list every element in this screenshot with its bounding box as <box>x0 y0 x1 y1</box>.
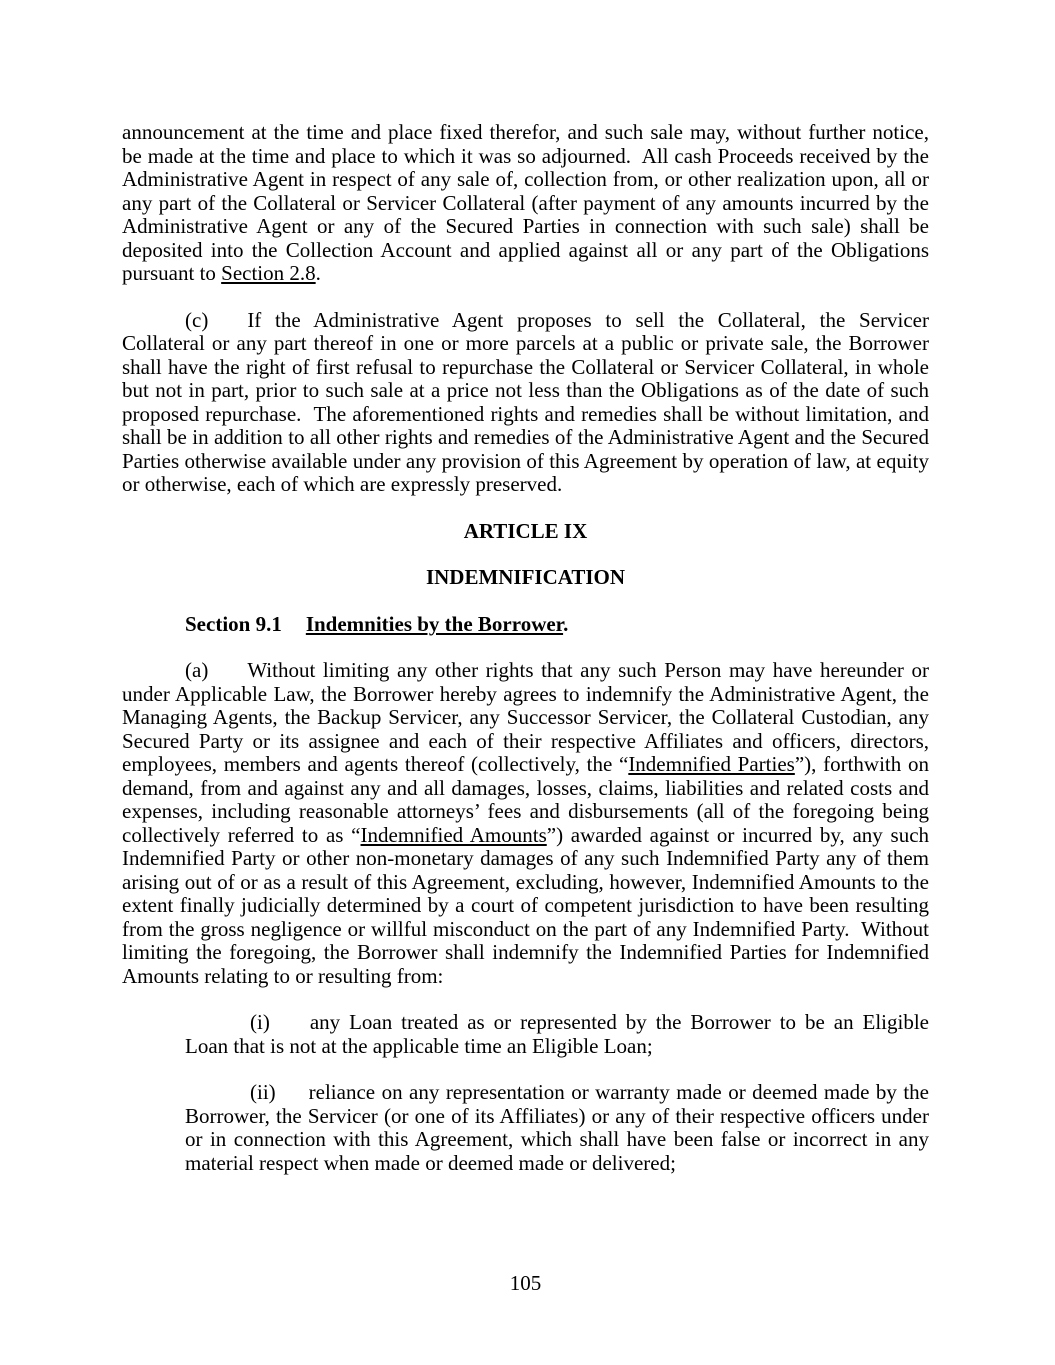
paragraph-label: (c) <box>185 307 209 332</box>
article-heading: ARTICLE IX <box>463 518 588 543</box>
paragraph-text: If the Administrative Agent proposes to sell the Collateral, the Servicer Collateral or any part thereof in one or more parcels at a public or private sale, the Borrower shall have the right of first refusal to repurchase the Collateral or Servicer Collateral, in whole but not in part, prior to such sale at a price not less than the Obligations as of the date of such proposed repurchase. The aforementioned rights and remedies shall be without limitation, and shall be in addition to all other rights and remedies of the Administrative Agent and the Secured Parties otherwise available under any provision of this Agreement by operation of law, at equity or otherwise, each of which are expressly preserved. <box>122 307 929 496</box>
paragraph-c <box>122 309 929 497</box>
paragraph-label: (a) <box>185 658 209 682</box>
tab-spacer <box>276 1098 309 1099</box>
paragraph-text: . <box>315 261 321 285</box>
page-number: 105 <box>509 1271 542 1295</box>
list-item-i <box>185 1011 929 1058</box>
list-item-ii <box>185 1081 929 1175</box>
paragraph-text: ”), forthwith on demand, from and against any and all damages, losses, claims, liabilities and related costs and expenses, including reasonable attorneys’ fees and disbursements (all of the foregoing being collectively referred to as “ <box>122 752 929 847</box>
paragraph-text: announcement at the time and place fixed therefor, and such sale may, without further notice, be made at the time and place to which it was so adjourned. All cash Proceeds received by the Administrative Agent in respect of any sale of, collection from, or other realization upon, all or any part of the Collateral or Servicer Collateral (after payment of any amounts incurred by the Administrative Agent or any of the Secured Parties in connection with such sale) shall be deposited into the Collection Account and applied against all or any part of the Obligations pursuant to <box>122 120 929 285</box>
defined-term-indemnified-amounts: Indemnified Amounts <box>360 822 547 847</box>
tab-spacer <box>282 630 306 631</box>
section-title: Indemnities by the Borrower <box>305 611 564 636</box>
tab-spacer <box>270 1028 310 1029</box>
list-item-text: reliance on any representation or warranty made or deemed made by the Borrower, the Servicer (or one of its Affiliates) or any of their respective officers under or in connection with this Agreement, which shall have been false or incorrect in any material respect when made or deemed made or delivered; <box>185 1080 929 1175</box>
paragraph-text: Without limiting any other rights that any such Person may have hereunder or under Applicable Law, the Borrower hereby agrees to indemnify the Administrative Agent, the Managing Agents, the Backup Servicer, any Successor Servicer, the Collateral Custodian, any Secured Party or its assignee and each of their respective Affiliates and officers, directors, employees, members and agents thereof (collectively, the “ <box>122 658 929 776</box>
tab-spacer <box>208 326 247 327</box>
continuation-paragraph <box>122 121 929 286</box>
paragraph-text: ”) awarded against or incurred by, any such Indemnified Party or other non-monetary damages of any such Indemnified Party any of them arising out of or as a result of this Agreement, excluding, however, Indemnified Amounts to the extent finally judicially determined by a court of competent jurisdiction to have been resulting from the gross negligence or willful misconduct on the part of any Indemnified Party. Without limiting the foregoing, the Borrower shall indemnify the Indemnified Parties for Indemnified Amounts relating to or resulting from: <box>122 822 930 988</box>
list-item-text: any Loan treated as or represented by the Borrower to be an Eligible Loan that is not at the applicable time an Eligible Loan; <box>185 1010 929 1058</box>
paragraph-a <box>122 659 929 988</box>
defined-term-indemnified-parties: Indemnified Parties <box>628 752 795 776</box>
section-title-period: . <box>563 611 569 636</box>
list-item-label: (i) <box>250 1010 270 1034</box>
list-item-label: (ii) <box>250 1080 276 1104</box>
article-title-heading: INDEMNIFICATION <box>425 565 626 589</box>
section-heading <box>122 613 929 637</box>
section-number: Section 9.1 <box>185 611 282 636</box>
tab-spacer <box>208 676 247 677</box>
section-2-8-reference: Section 2.8 <box>221 261 316 285</box>
page-content <box>122 121 929 1198</box>
